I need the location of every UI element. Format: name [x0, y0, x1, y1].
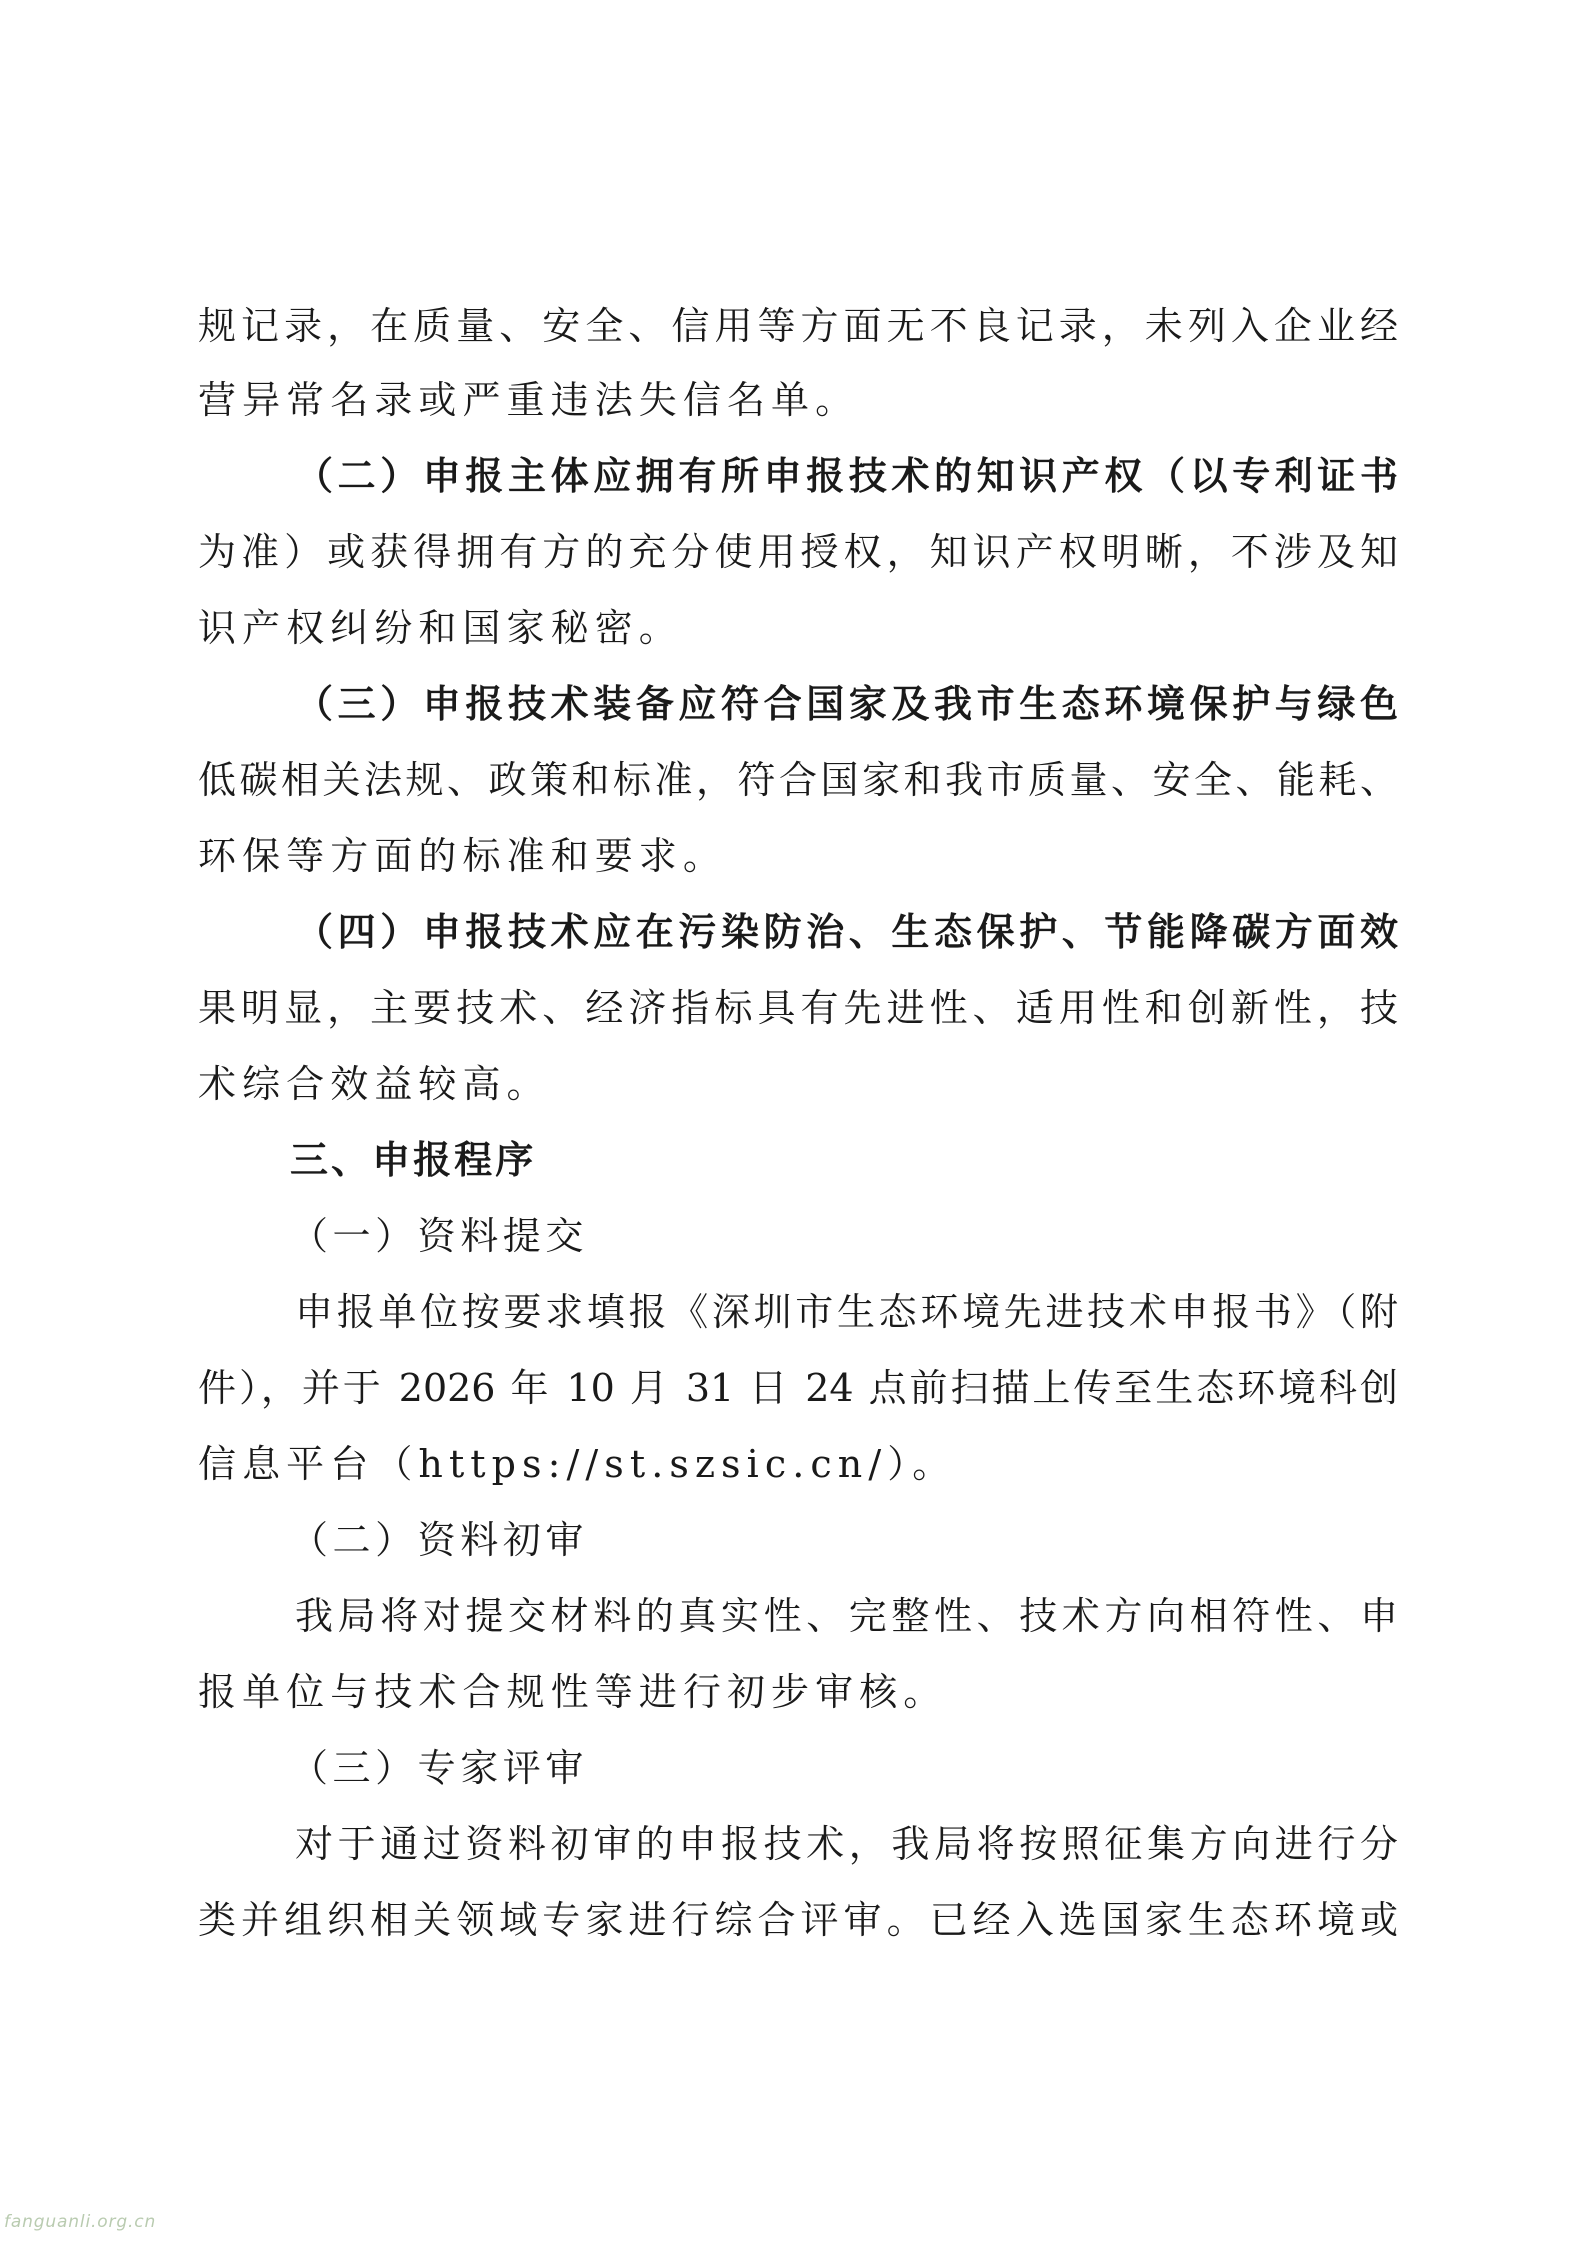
paragraph-line: 识产权纠纷和国家秘密。 [198, 606, 683, 650]
paragraph-line: 环保等方面的标准和要求。 [198, 834, 727, 878]
paragraph-line: 对于通过资料初审的申报技术，我局将按照征集方向进行分 [295, 1822, 1398, 1866]
paragraph-line: （三）申报技术装备应符合国家及我市生态环境保护与绿色 [295, 681, 1398, 726]
subsection-heading: （一）资料提交 [290, 1214, 588, 1258]
paragraph-line: 术综合效益较高。 [198, 1062, 551, 1106]
watermark-text: fanguanli.org.cn [4, 2212, 157, 2232]
paragraph-line: （四）申报技术应在污染防治、生态保护、节能降碳方面效 [295, 909, 1398, 954]
section-heading: 三、申报程序 [290, 1138, 537, 1182]
paragraph-line: 规记录，在质量、安全、信用等方面无不良记录，未列入企业经 [198, 304, 1398, 348]
paragraph-line: （二）申报主体应拥有所申报技术的知识产权（以专利证书 [295, 453, 1398, 498]
paragraph-line: 类并组织相关领域专家进行综合评审。已经入选国家生态环境或 [198, 1898, 1398, 1942]
paragraph-line: 果明显，主要技术、经济指标具有先进性、适用性和创新性，技 [198, 986, 1398, 1030]
paragraph-line: 营异常名录或严重违法失信名单。 [198, 378, 860, 422]
paragraph-line: 为准）或获得拥有方的充分使用授权，知识产权明晰，不涉及知 [198, 530, 1398, 574]
subsection-heading: （三）专家评审 [290, 1746, 588, 1790]
paragraph-line: 申报单位按要求填报《深圳市生态环境先进技术申报书》（附 [295, 1290, 1398, 1334]
subsection-heading: （二）资料初审 [290, 1518, 588, 1562]
paragraph-line: 我局将对提交材料的真实性、完整性、技术方向相符性、申 [295, 1594, 1398, 1638]
paragraph-line: 件），并于 2026 年 10 月 31 日 24 点前扫描上传至生态环境科创 [198, 1366, 1398, 1410]
paragraph-line: 低碳相关法规、政策和标准，符合国家和我市质量、安全、能耗、 [198, 758, 1398, 802]
paragraph-line: 报单位与技术合规性等进行初步审核。 [198, 1670, 948, 1714]
paragraph-line: 信息平台（https://st.szsic.cn/）。 [198, 1442, 957, 1486]
